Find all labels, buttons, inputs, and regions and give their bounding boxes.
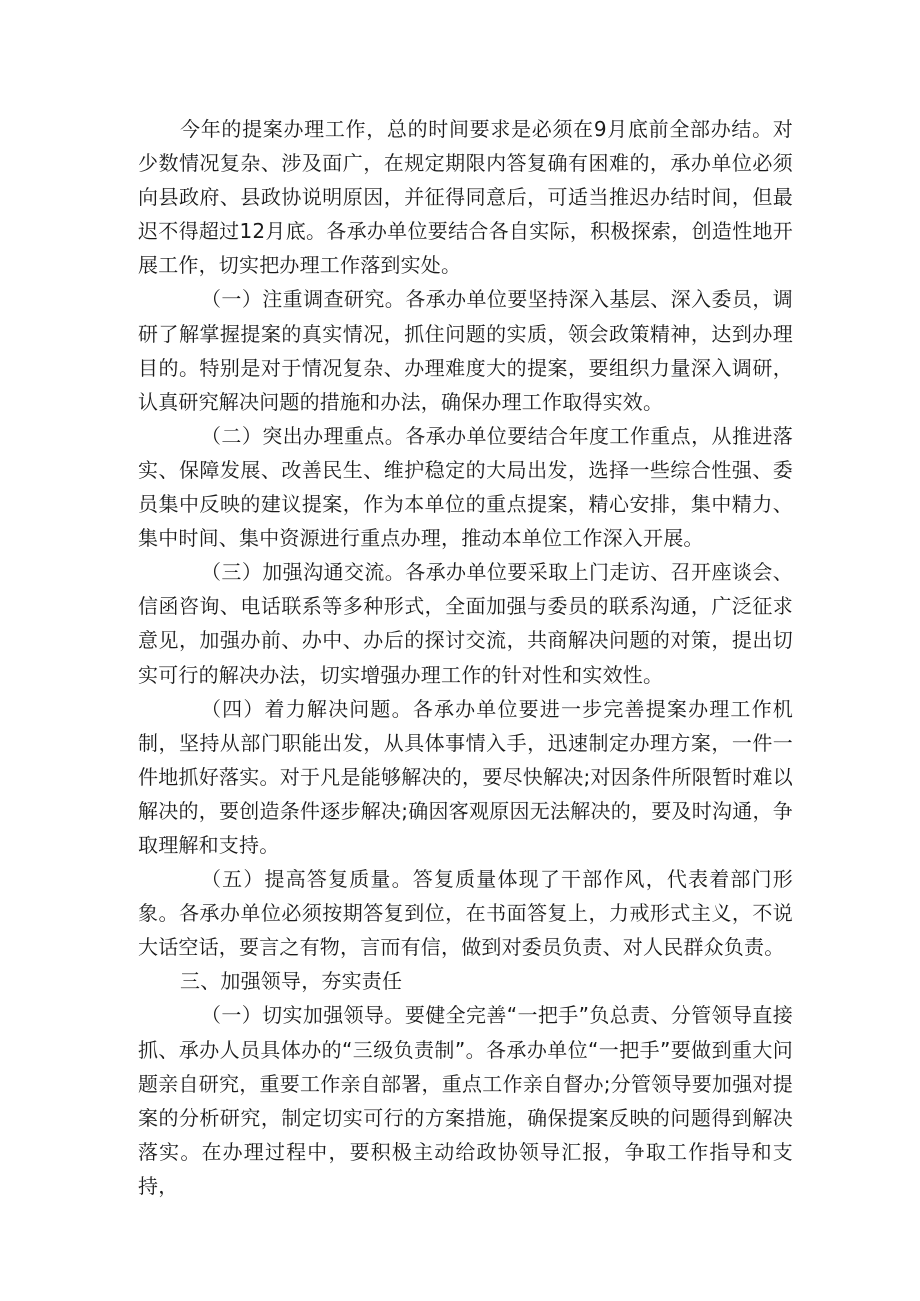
paragraph-communication: （三）加强沟通交流。各承办单位要采取上门走访、召开座谈会、信函咨询、电话联系等多种形式，全面加强与委员的联系沟通，广泛征求意见，加强办前、办中、办后的探讨交流，共商解决问题的对策，提出切实可行的解决办法，切实增强办理工作的针对性和实效性。: [138, 560, 793, 687]
paragraph-reply-quality: （五）提高答复质量。答复质量体现了干部作风，代表着部门形象。各承办单位必须按期答复到位，在书面答复上，力戒形式主义，不说大话空话，要言之有物，言而有信，做到对委员负责、对人民群众负责。: [138, 867, 793, 960]
paragraph-intro: 今年的提案办理工作，总的时间要求是必须在9月底前全部办结。对少数情况复杂、涉及面广，在规定期限内答复确有困难的，承办单位必须向县政府、县政协说明原因，并征得同意后，可适当推迟办结时间，但最迟不得超过12月底。各承办单位要结合各自实际，积极探索，创造性地开展工作，切实把办理工作落到实处。: [138, 117, 793, 278]
paragraph-leadership: （一）切实加强领导。要健全完善“一把手”负总责、分管领导直接抓、承办人员具体办的“三级负责制”。各承办单位“一把手”要做到重大问题亲自研究，重要工作亲自部署，重点工作亲自督办;分管领导要加强对提案的分析研究，制定切实可行的方案措施，确保提案反映的问题得到解决落实。在办理过程中，要积极主动给政协领导汇报，争取工作指导和支持，: [138, 1003, 793, 1198]
paragraph-priorities: （二）突出办理重点。各承办单位要结合年度工作重点，从推进落实、保障发展、改善民生、维护稳定的大局出发，选择一些综合性强、委员集中反映的建议提案，作为本单位的重点提案，精心安排，集中精力、集中时间、集中资源进行重点办理，推动本单位工作深入开展。: [138, 423, 793, 551]
paragraph-research: （一）注重调查研究。各承办单位要坚持深入基层、深入委员，调研了解掌握提案的真实情况，抓住问题的实质，领会政策精神，达到办理目的。特别是对于情况复杂、办理难度大的提案，要组织力量深入调研，认真研究解决问题的措施和办法，确保办理工作取得实效。: [138, 287, 793, 414]
paragraph-solve-problems: （四）着力解决问题。各承办单位要进一步完善提案办理工作机制，坚持从部门职能出发，从具体事情入手，迅速制定办理方案，一件一件地抓好落实。对于凡是能够解决的，要尽快解决;对因条件所限暂时难以解决的，要创造条件逐步解决;确因客观原因无法解决的，要及时沟通，争取理解和支持。: [138, 696, 793, 857]
document-page: [138, 112, 793, 1203]
section-heading: 三、加强领导，夯实责任: [180, 969, 403, 994]
